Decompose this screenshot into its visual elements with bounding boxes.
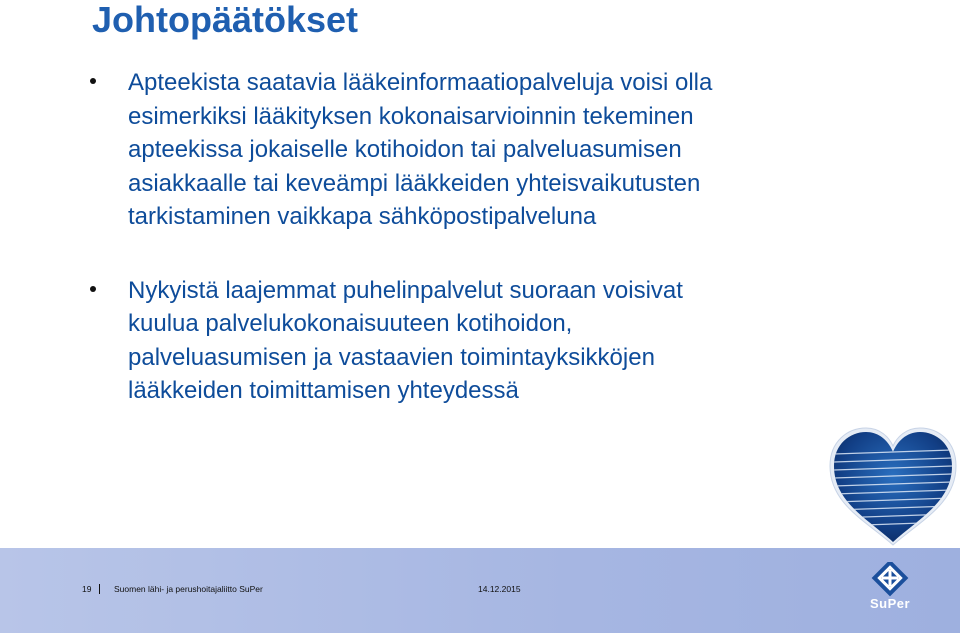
bullet-line: lääkkeiden toimittamisen yhteydessä (128, 377, 519, 404)
bullet-line: Apteekista saatavia lääkeinformaatiopalveluja voisi olla (128, 69, 713, 96)
bullet-line: asiakkaalle tai keveämpi lääkkeiden yhteisvaikutusten (128, 169, 701, 197)
bullet-line: tarkistaminen vaikkapa sähköpostipalveluna (128, 203, 597, 230)
slide-title: Johtopäätökset (92, 0, 359, 40)
bullet-list (90, 66, 830, 448)
logo-wordmark: SuPer (869, 596, 911, 611)
bullet-line: esimerkiksi lääkityksen kokonaisarvioinnin tekeminen (128, 102, 694, 130)
heart-illustration-icon (828, 424, 958, 546)
super-logo-icon (860, 562, 920, 620)
footer-date: 14.12.2015 (478, 584, 521, 594)
bullet-line: apteekissa jokaiselle kotihoidon tai palveluasumisen (128, 136, 682, 163)
bullet-line: palveluasumisen ja vastaavien toimintayksikköjen (128, 343, 655, 371)
bullet-item-2 (90, 274, 830, 408)
bullet-line: Nykyistä laajemmat puhelinpalvelut suoraan voisivat (128, 276, 683, 304)
bullet-icon (90, 78, 96, 84)
bullet-line: kuulua palvelukokonaisuuteen kotihoidon, (128, 310, 573, 337)
bullet-icon (90, 286, 96, 292)
bullet-item-1 (90, 66, 830, 234)
page-number: 19 (82, 584, 92, 594)
organization-name: Suomen lähi- ja perushoitajaliitto SuPer (114, 584, 263, 594)
footer-divider (99, 584, 100, 594)
footer-band (0, 548, 960, 633)
